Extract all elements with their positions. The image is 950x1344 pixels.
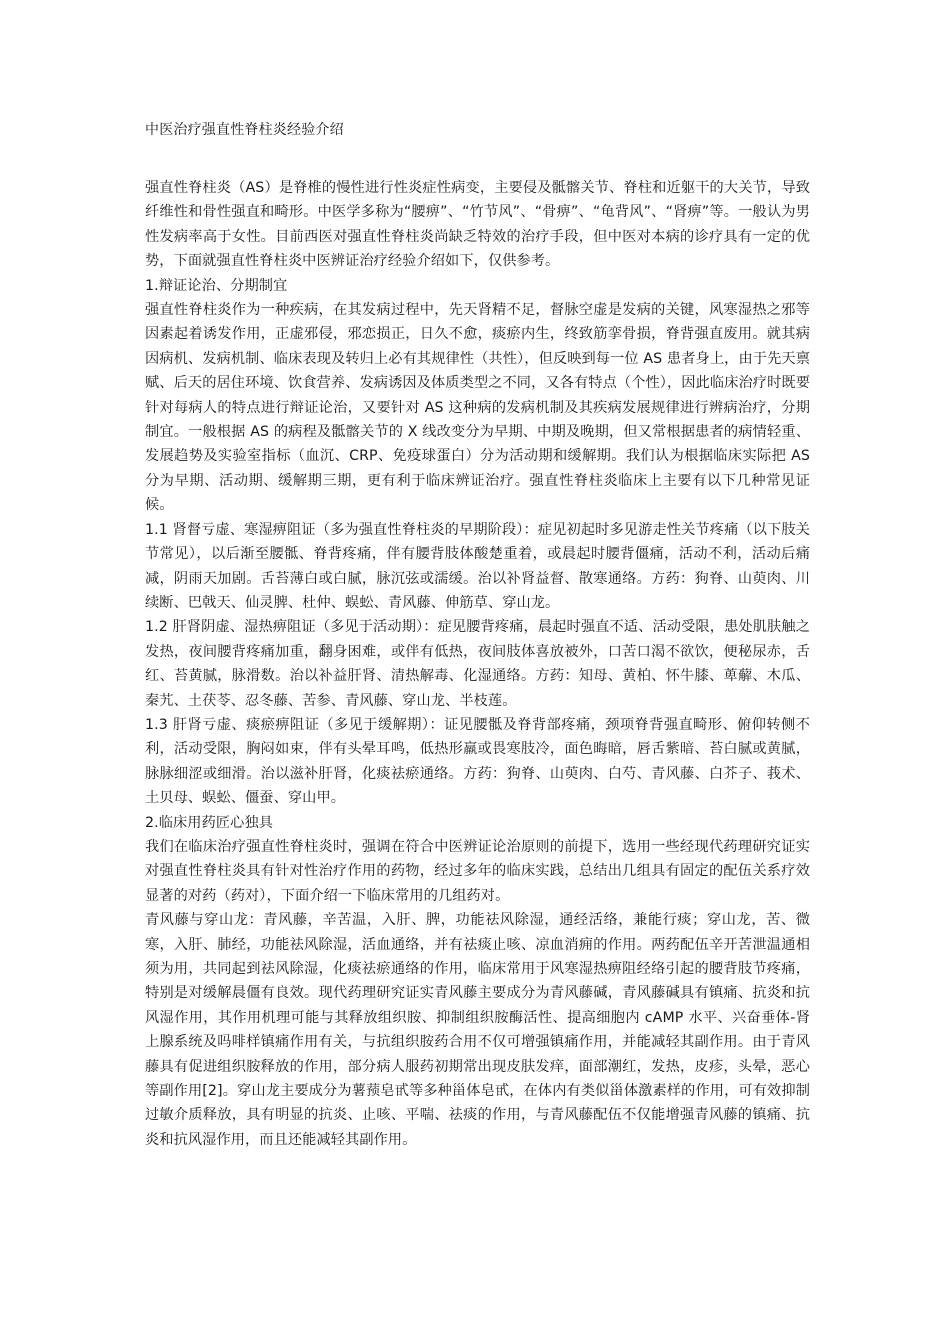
section-heading-1: 1.辩证论治、分期制宜	[145, 277, 288, 294]
drug-pair-paragraph: 青风藤与穿山龙：青风藤，辛苦温，入肝、脾，功能祛风除湿，通经活络，兼能行痰；穿山龙，苦、微寒，入肝、肺经，功能祛风除湿，活血通络，并有祛痰止咳、凉血消痈的作用。两药配伍辛开苦泄温通相须为用，共同起到祛风除湿，化痰祛瘀通络的作用，临床常用于风寒湿热痹阻经络引起的腰背肢节疼痛，特别是对缓解晨僵有良效。现代药理研究证实青风藤主要成分为青风藤碱，青风藤碱具有镇痛、抗炎和抗风湿作用，其作用机理可能与其释放组织胺、抑制组织胺酶活性、提高细胞内 cAMP 水平、兴奋垂体-肾上腺系统及吗啡样镇痛作用有关，与抗组织胺药合用不仅可增强镇痛作用，并能减轻其副作用。由于青风藤具有促进组织胺释放的作用，部分病人服药初期常出现皮肤发痒，面部潮红，发热，皮疹，头晕，恶心等副作用[2]。穿山龙主要成分为薯蓣皂甙等多种甾体皂甙，在体内有类似甾体激素样的作用，可有效抑制过敏介质释放，具有明显的抗炎、止咳、平喘、祛痰的作用，与青风藤配伍不仅能增强青风藤的镇痛、抗炎和抗风湿作用，而且还能减轻其副作用。	[145, 912, 810, 1148]
document-body	[145, 176, 810, 1152]
section-2-paragraph: 我们在临床治疗强直性脊柱炎时，强调在符合中医辨证论治原则的前提下，选用一些经现代药理研究证实对强直性脊柱炎具有针对性治疗作用的药物，经过多年的临床实践，总结出几组具有固定的配伍关系疗效显著的对药（药对），下面介绍一下临床常用的几组药对。	[145, 838, 810, 904]
document-page	[145, 118, 810, 1152]
section-1-paragraph: 强直性脊柱炎作为一种疾病，在其发病过程中，先天肾精不足，督脉空虚是发病的关键，风寒湿热之邪等因素起着诱发作用，正虚邪侵，邪恋损正，日久不愈，痰瘀内生，终致筋挛骨损，脊背强直废用。就其病因病机、发病机制、临床表现及转归上必有其规律性（共性），但反映到每一位 AS 患者身上，由于先天禀赋、后天的居住环境、饮食营养、发病诱因及体质类型之不同，又各有特点（个性），因此临床治疗时既要针对每病人的特点进行辩证论治，又要针对 AS 这种病的发病机制及其疾病发展规律进行辨病治疗，分期制宜。一般根据 AS 的病程及骶髂关节的 X 线改变分为早期、中期及晚期，但又常根据患者的病情轻重、发展趋势及实验室指标（血沉、CRP、免疫球蛋白）分为活动期和缓解期。我们认为根据临床实际把 AS 分为早期、活动期、缓解期三期，更有利于临床辨证治疗。强直性脊柱炎临床上主要有以下几种常见证候。	[145, 302, 810, 514]
section-heading-2: 2.临床用药匠心独具	[145, 814, 274, 831]
subsection-1-1-paragraph: 1.1 肾督亏虚、寒湿痹阻证（多为强直性脊柱炎的早期阶段）：症见初起时多见游走性关节疼痛（以下肢关节常见），以后渐至腰骶、脊背疼痛，伴有腰背肢体酸楚重着，或晨起时腰背僵痛，活动不利，活动后痛减，阴雨天加剧。舌苔薄白或白腻，脉沉弦或濡缓。治以补肾益督、散寒通络。方药：狗脊、山萸肉、川续断、巴戟天、仙灵脾、杜仲、蜈蚣、青风藤、伸筋草、穿山龙。	[145, 521, 810, 611]
intro-paragraph: 强直性脊柱炎（AS）是脊椎的慢性进行性炎症性病变，主要侵及骶髂关节、脊柱和近躯干的大关节，导致纤维性和骨性强直和畸形。中医学多称为“腰痹”、“竹节风”、“骨痹”、“龟背风”、“肾痹”等。一般认为男性发病率高于女性。目前西医对强直性脊柱炎尚缺乏特效的治疗手段，但中医对本病的诊疗具有一定的优势，下面就强直性脊柱炎中医辨证治疗经验介绍如下，仅供参考。	[145, 180, 810, 270]
subsection-1-3-paragraph: 1.3 肝肾亏虚、痰瘀痹阻证（多见于缓解期）：证见腰骶及脊背部疼痛，颈项脊背强直畸形、俯仰转侧不利，活动受限，胸闷如束，伴有头晕耳鸣，低热形羸或畏寒肢冷，面色晦暗，唇舌紫暗、苔白腻或黄腻，脉脉细涩或细滑。治以滋补肝肾，化痰祛瘀通络。方药：狗脊、山萸肉、白芍、青风藤、白芥子、莪术、土贝母、蜈蚣、僵蚕、穿山甲。	[145, 716, 810, 807]
document-title: 中医治疗强直性脊柱炎经验介绍	[145, 122, 344, 138]
subsection-1-2-paragraph: 1.2 肝肾阴虚、湿热痹阻证（多见于活动期）：症见腰背疼痛，晨起时强直不适、活动受限，患处肌肤触之发热，夜间腰背疼痛加重，翻身困难，或伴有低热，夜间肢体喜放被外，口苦口渴不欲饮，便秘尿赤，舌红、苔黄腻，脉滑数。治以补益肝肾、清热解毒、化湿通络。方药：知母、黄柏、怀牛膝、萆薢、木瓜、秦艽、土茯苓、忍冬藤、苦参、青风藤、穿山龙、半枝莲。	[145, 619, 810, 709]
